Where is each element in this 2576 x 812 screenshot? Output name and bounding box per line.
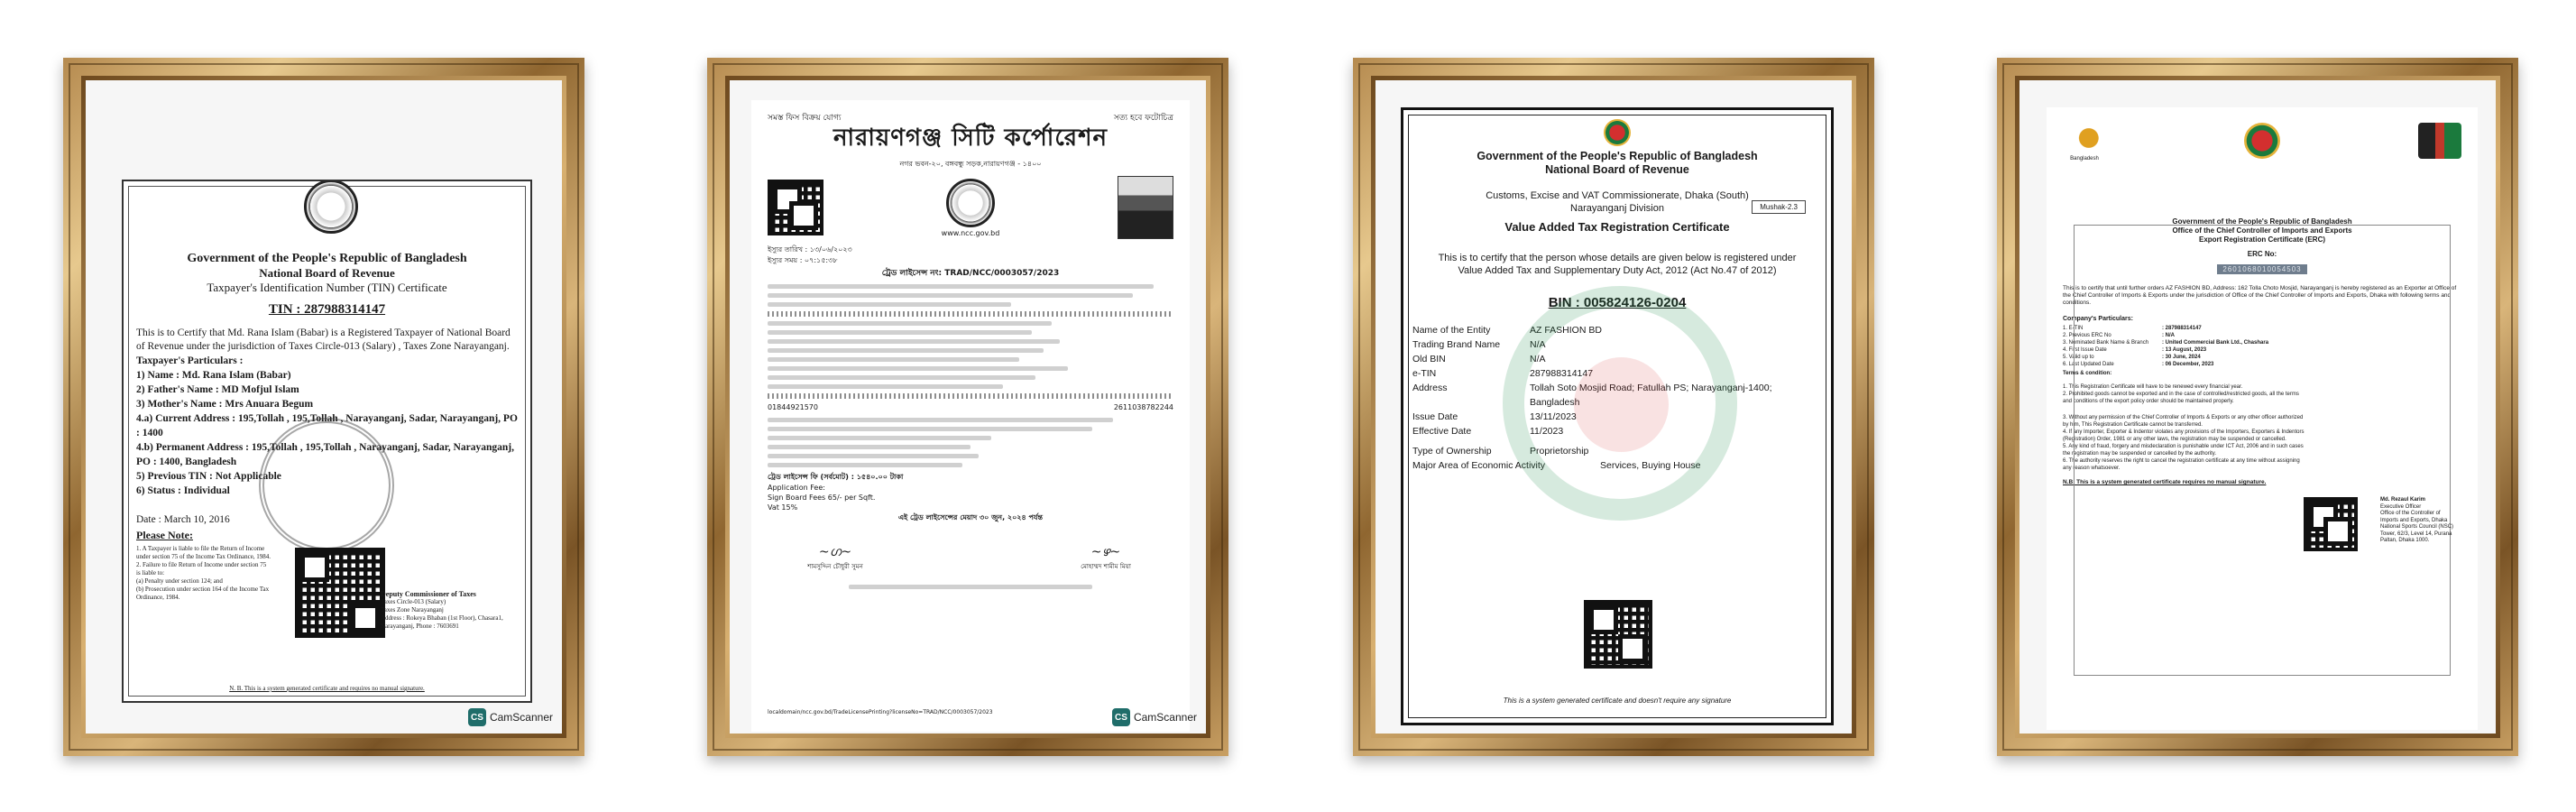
term-6: 6. The authority reserves the right to cancel the registration certificate at any time without assigning any reason whatsoever. (2063, 458, 2300, 471)
body-line (849, 585, 1092, 589)
license-number: ট্রেড লাইসেন্স নং: TRAD/NCC/0003057/2023 (881, 269, 1060, 278)
item-value: : 13 August, 2023 (2162, 347, 2207, 353)
intro-text: This is to certify that the person whose details are given below is registered under Value Added Tax and Supplementary Duty Act, 2012 (Act No.47 of 2012) (1438, 253, 1797, 276)
certificate-frame-trade-license (707, 58, 1228, 756)
body-line (768, 321, 1052, 326)
certify-text: This is to Certify that Md. Rana Islam (Babar) is a Registered Taxpayer of National Board of Revenue under the jurisdiction of Taxes Circle-013 (Salary) , Taxes Zone Narayanganj. (136, 328, 511, 352)
trade-license (751, 100, 1190, 732)
signature-icon: ~ഗ~ (818, 545, 852, 559)
vat: Vat 15% (768, 503, 798, 512)
term-3: 3. Without any permission of the Chief Controller of Imports & Exports or any other officer authorized by him, This Registration Certificate cannot be transferred. (2063, 415, 2304, 428)
item-key: 2. Previous ERC No (2063, 333, 2111, 338)
particulars-title: Taxpayer's Particulars : (136, 355, 244, 366)
qr-code-icon (768, 180, 823, 235)
terms-title: Terms & condition: (2063, 371, 2112, 376)
certificate-frame-vat (1353, 58, 1874, 756)
corporation-title: নারায়ণগঞ্জ সিটি কর্পোরেশন (833, 125, 1108, 152)
dc-zone: Taxes Zone Narayanganj (381, 606, 444, 614)
signature-row (768, 545, 1173, 572)
total-fee: ট্রেড লাইসেন্স ফি (সর্বমোট) : ১৫৪০.০০ টাকা (768, 473, 904, 481)
body-line (768, 427, 1092, 431)
row-value: Tollah Soto Mosjid Road; Fatullah PS; Narayanganj-1400; Bangladesh (1530, 383, 1772, 408)
note-2a: (a) Penalty under section 124; and (136, 577, 223, 585)
row-key: Trading Brand Name (1412, 339, 1501, 350)
logo-left-label: Bangladesh (2070, 156, 2099, 161)
particular-current-address: 4.a) Current Address : 195,Tollah , 195,Tollah , Narayanganj, Sadar, Narayanganj, PO : 1400 (136, 413, 518, 438)
row-value: AZ FASHION BD (1530, 325, 1602, 336)
notes-title: Please Note: (136, 529, 193, 541)
item-value: : United Commercial Bank Ltd., Chashara (2162, 340, 2269, 346)
nbr-seal-icon (304, 180, 358, 234)
body-line (768, 436, 991, 440)
separator (768, 311, 1173, 317)
frame-border (725, 76, 1210, 738)
certificate-mat (2019, 80, 2496, 734)
camscanner-label: CamScanner (489, 711, 553, 724)
frame-border (1371, 76, 1856, 738)
tin-number: TIN : 287988314147 (268, 302, 386, 317)
dc-title: Deputy Commissioner of Taxes (381, 590, 476, 598)
signature-icon: ~ഴ~ (1090, 545, 1121, 559)
bin-value: 005824126-0204 (1583, 295, 1687, 310)
particular-permanent-address: 4.b) Permanent Address : 195,Tollah , 195,Tollah , Narayanganj, Sadar, Narayanganj, PO : 1400, Bangladesh (136, 442, 514, 467)
issue-date: ইস্যুর তারিখ : ১৩/০৬/২০২৩ (768, 245, 852, 254)
note-2: 2. Failure to file Return of Income under section 75 is liable to: (136, 561, 267, 577)
tin-certificate (122, 180, 532, 703)
officer-office: Office of the Controller of Imports and Exports, Dhaka (2380, 511, 2448, 523)
vat-certificate (1401, 107, 1834, 725)
intro-text: This is to certify that until further orders AZ FASHION BD, Address: 162 Tolla Choto Mosjid, Narayanganj is hereby registered as an Exporter at Office of the Chief Controller of Imports & Exports under the jurisdiction of Office of the Chief Controller of Imports and Exports, Dhaka with following terms and conditions. (2063, 285, 2457, 306)
watermark-emblem-icon (1503, 286, 1737, 521)
term-5: 5. Any kind of fraud, forgery and misdeclaration is punishable under ICT Act, 2006 and in such cases the registration may be suspended or cancelled by the authority. (2063, 444, 2304, 457)
cert-title: Export Registration Certificate (ERC) (2198, 235, 2326, 244)
nbr-title: National Board of Revenue (259, 266, 395, 280)
row-key: Address (1412, 383, 1448, 393)
body-line (768, 348, 1044, 353)
gov-title: Government of the People's Republic of Bangladesh (2172, 217, 2352, 226)
portrait-logo-icon (2418, 123, 2461, 159)
officer-address: National Sports Council (NSC) Tower, 62/3, Level 14, Purana Paltan, Dhaka 1000. (2380, 524, 2454, 543)
logo-row (2063, 118, 2461, 163)
gov-title: Government of the People's Republic of Bangladesh (1477, 150, 1758, 162)
erc-certificate (2047, 107, 2478, 730)
certificate-border (2074, 225, 2451, 676)
certificate-frame-tin (63, 58, 584, 756)
body-line (768, 366, 1068, 371)
camscanner-badge (468, 708, 553, 726)
row-value: 287988314147 (1530, 368, 1594, 379)
row-key: Name of the Entity (1412, 325, 1491, 336)
term-4: 4. If any Importer, Exporter & Indentor violates any provisions of the Importers, Exporters & Indentors (Registration) Order, 1981 or any other laws, the registration may be suspended or cancelled. (2063, 429, 2305, 442)
body-line (768, 454, 979, 458)
system-note: N.B: This is a system generated certificate requires no manual signature. (2063, 479, 2267, 485)
mushak-badge: Mushak-2.3 (1752, 200, 1806, 214)
body-line (768, 384, 1003, 389)
qr-code-icon (1584, 600, 1652, 669)
certificate-mat (86, 80, 562, 734)
item-value: : N/A (2162, 333, 2175, 338)
particulars-title: Company's Particulars: (2063, 316, 2133, 322)
item-key: 4. First Issue Date (2063, 347, 2107, 353)
nbr-title: National Board of Revenue (1545, 163, 1689, 176)
phone-number: 01844921570 (768, 403, 818, 411)
ncc-emblem-icon (946, 179, 995, 227)
erc-label: ERC No: (2247, 250, 2277, 258)
row-key: Old BIN (1412, 354, 1446, 364)
system-note: This is a system generated certificate and doesn't require any signature (1503, 697, 1732, 705)
top-left-text: সমস্ত ফিস বিক্রয় যোগ্য (768, 114, 842, 123)
body-line (768, 293, 1133, 298)
signature-left (768, 545, 903, 572)
body-line (768, 418, 1113, 422)
item-value: : 287988314147 (2162, 326, 2202, 331)
row-key: Effective Date (1412, 426, 1472, 437)
body-line (768, 284, 1154, 289)
officer-name: Md. Rezaul Karim (2380, 497, 2426, 503)
dc-address: Address : Rokeya Bhaban (1st Floor), Chasara1, Narayanganj, Phone : 7603691 (381, 614, 503, 630)
notes (136, 545, 271, 602)
bangladesh-emblem-icon (2244, 123, 2280, 159)
body-line (768, 330, 1032, 335)
camscanner-label: CamScanner (1133, 711, 1197, 724)
mujib-logo-icon (2063, 120, 2106, 156)
source-url: localdomain/ncc.gov.bd/TradeLicensePrinting?licenseNo=TRAD/NCC/0003057/2023 (768, 709, 993, 715)
issue-time: ইস্যুর সময় : ০৭:১৫:৩৮ (768, 256, 838, 264)
emblem-block (942, 179, 1000, 237)
office-title: Office of the Chief Controller of Imports and Exports (2172, 226, 2352, 235)
officer-title: Executive Officer (2380, 503, 2422, 510)
dc-office: Taxes Circle-013 (Salary) (381, 598, 446, 605)
qr-code-icon (2304, 497, 2358, 551)
system-note: N. B. This is a system generated certificate and requires no manual signature. (229, 685, 425, 692)
particular-father: 2) Father's Name : MD Mofjul Islam (136, 384, 299, 395)
cert-title: Value Added Tax Registration Certificate (1504, 220, 1730, 234)
top-right-text: সত্য হবে ফটোচিত্র (1113, 114, 1173, 123)
row-key: Type of Ownership (1412, 446, 1492, 457)
separator (768, 393, 1173, 399)
row-value: Services, Buying House (1600, 460, 1701, 471)
office-line-2: Narayanganj Division (1570, 203, 1664, 214)
sign-board-fee: Sign Board Fees 65/- per Sqft. (768, 494, 876, 502)
office-line-1: Customs, Excise and VAT Commissionerate, Dhaka (South) (1486, 190, 1749, 201)
frame-border (2015, 76, 2500, 738)
body-line (768, 463, 962, 467)
item-value: : 06 December, 2023 (2162, 362, 2214, 367)
row-value: N/A (1530, 339, 1546, 350)
row-value: 13/11/2023 (1530, 411, 1577, 422)
note-2b: (b) Prosecution under section 164 of the Income Tax Ordinance, 1984. (136, 586, 270, 601)
body-line (768, 445, 971, 449)
contact-row (768, 402, 1173, 413)
term-2: 2. Prohibited goods cannot be exported and in the case of controlled/restricted goods, all the terms and conditions of the export policy order should be maintained properly. (2063, 392, 2299, 404)
particular-previous-tin: 5) Previous TIN : Not Applicable (136, 471, 281, 482)
erc-value: 2601068010054503 (2217, 264, 2306, 274)
body-line (768, 339, 1060, 344)
body-line (768, 375, 1035, 380)
body-line (768, 357, 1019, 362)
row-value: Proprietorship (1530, 446, 1589, 457)
camscanner-badge (1112, 708, 1197, 726)
note-1: 1. A Taxpayer is liable to file the Return of Income under section 75 of the Income Tax Ordinance, 1984. (136, 545, 271, 560)
issue-date: Date : March 10, 2016 (136, 514, 230, 525)
officer-block (2380, 497, 2458, 545)
website: www.ncc.gov.bd (941, 228, 1000, 237)
body-line (768, 302, 1011, 307)
bangladesh-emblem-icon (1604, 119, 1631, 146)
cert-name: Taxpayer's Identification Number (TIN) Certificate (207, 281, 447, 294)
certificate-mat (1375, 80, 1852, 734)
application-fee: Application Fee: (768, 484, 825, 492)
bin-label: BIN : (1548, 295, 1584, 310)
certificate-mat (730, 80, 1206, 734)
header-media (768, 176, 1173, 239)
row-value: 11/2023 (1530, 426, 1564, 437)
certificate-frame-erc (1997, 58, 2518, 756)
gov-title: Government of the People's Republic of Bangladesh (187, 252, 467, 265)
dc-block (381, 590, 516, 631)
frame-border (81, 76, 566, 738)
validity: এই ট্রেড লাইসেন্সের মেয়াদ ৩০ জুন, ২০২৪ পর্যন্ত (897, 513, 1044, 521)
particular-status: 6) Status : Individual (136, 485, 230, 496)
corporation-address: নগর ভবন-২০, বঙ্গবন্ধু সড়ক,নারায়ণগঞ্জ - ১৪০০ (899, 160, 1042, 168)
camscanner-icon: CS (1112, 708, 1130, 726)
row-key: Major Area of Economic Activity (1412, 460, 1546, 471)
item-key: 3. Nominated Bank Name & Branch (2063, 340, 2149, 346)
signer-right-name: মোহাম্মদ শামীম মিয়া (1081, 563, 1131, 570)
row-key: e-TIN (1412, 368, 1437, 379)
fee-block (768, 483, 1173, 512)
owner-photo (1118, 176, 1173, 239)
row-value: N/A (1530, 354, 1546, 364)
item-key: 5. Valid up to (2063, 355, 2094, 360)
qr-code-icon (295, 548, 385, 638)
round-stamp-icon (259, 418, 394, 553)
term-1: 1. This Registration Certificate will have to be renewed every financial year. (2063, 384, 2243, 390)
logo-left (2063, 120, 2106, 161)
nid-number: 2611038782244 (1113, 403, 1173, 411)
row-key: Issue Date (1412, 411, 1458, 422)
signer-left-name: শামসুদ্দিন চৌধুরী সুমন (807, 563, 863, 570)
item-key: 1. E-TIN (2063, 326, 2084, 331)
camscanner-icon: CS (468, 708, 486, 726)
signature-right (1038, 545, 1173, 572)
particular-name: 1) Name : Md. Rana Islam (Babar) (136, 370, 291, 381)
item-value: : 30 June, 2024 (2162, 355, 2201, 360)
item-key: 6. Last Updated Date (2063, 362, 2114, 367)
particular-mother: 3) Mother's Name : Mrs Anuara Begum (136, 399, 314, 410)
